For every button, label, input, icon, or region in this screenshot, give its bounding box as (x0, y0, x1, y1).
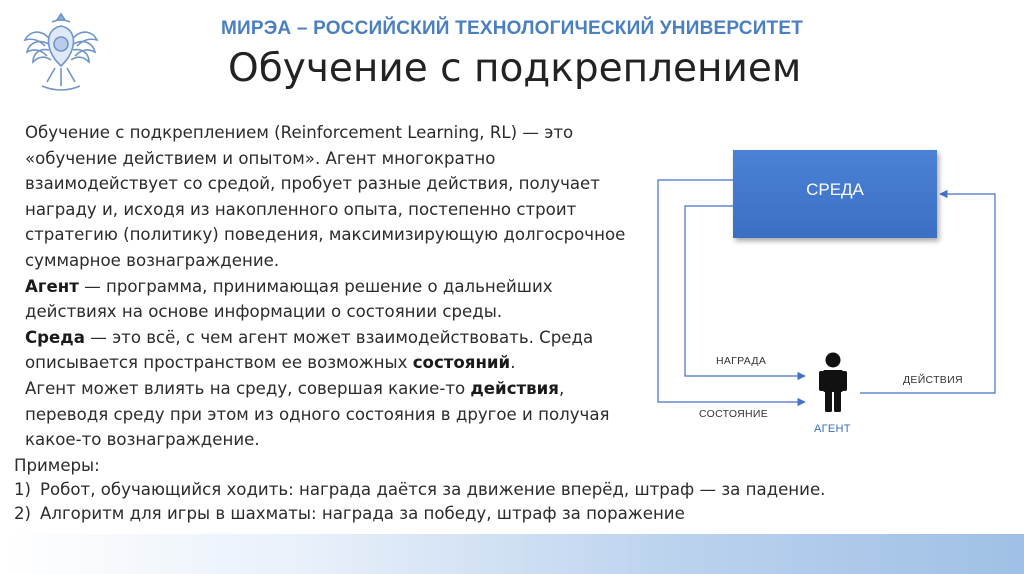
agent-term: Агент (25, 276, 79, 296)
example-item (14, 502, 914, 526)
example-text: Робот, обучающийся ходить: награда даётся за движение вперёд, штраф — за падение. (40, 480, 826, 499)
agent-definition-text: — программа, принимающая решение о дальнейших действиях на основе информации о состоянии среды. (25, 276, 553, 322)
influence-paragraph (25, 376, 635, 453)
influence-text-start: Агент может влиять на среду, совершая какие-то (25, 378, 471, 398)
reward-label: НАГРАДА (716, 355, 767, 367)
environment-term: Среда (25, 327, 85, 347)
agent-definition (25, 274, 635, 325)
example-text: Алгоритм для игры в шахматы: награда за победу, штраф за поражение (40, 504, 685, 523)
example-item (14, 478, 914, 502)
example-number: 2) (14, 504, 32, 523)
slide-title: Обучение с подкреплением (228, 46, 802, 91)
footer-band (0, 534, 1024, 574)
actions-label: ДЕЙСТВИЯ (903, 374, 963, 386)
university-name: МИРЭА – РОССИЙСКИЙ ТЕХНОЛОГИЧЕСКИЙ УНИВЕРСИТЕТ (220, 18, 804, 39)
examples-section (14, 454, 914, 526)
influence-text-end: , переводя среду при этом из одного состояния в другое и получая какое-то вознаграждение. (25, 378, 610, 450)
intro-paragraph: Обучение с подкреплением (Reinforcement Learning, RL) — это «обучение действием и опытом». Агент многократно взаимодействует со средой, пробует разные действия, получает награду и, исходя из накопленного опыта, постепенно строит стратегию (политику) поведения, максимизирующую долгосрочное суммарное вознаграждение. (25, 123, 626, 270)
environment-definition-text: — это всё, с чем агент может взаимодействовать. Среда описывается пространством ее возможных (25, 327, 594, 373)
agent-label: АГЕНТ (814, 423, 851, 435)
example-number: 1) (14, 480, 32, 499)
actions-word: действия (470, 378, 559, 398)
environment-label: СРЕДА (806, 180, 864, 199)
agent-person-icon (819, 353, 847, 413)
environment-definition (25, 325, 635, 376)
states-word: состояний (412, 353, 511, 373)
environment-box (733, 150, 937, 238)
examples-heading: Примеры: (14, 456, 100, 475)
period: . (510, 353, 516, 373)
state-label: СОСТОЯНИЕ (699, 408, 769, 420)
definition-text (25, 120, 635, 453)
